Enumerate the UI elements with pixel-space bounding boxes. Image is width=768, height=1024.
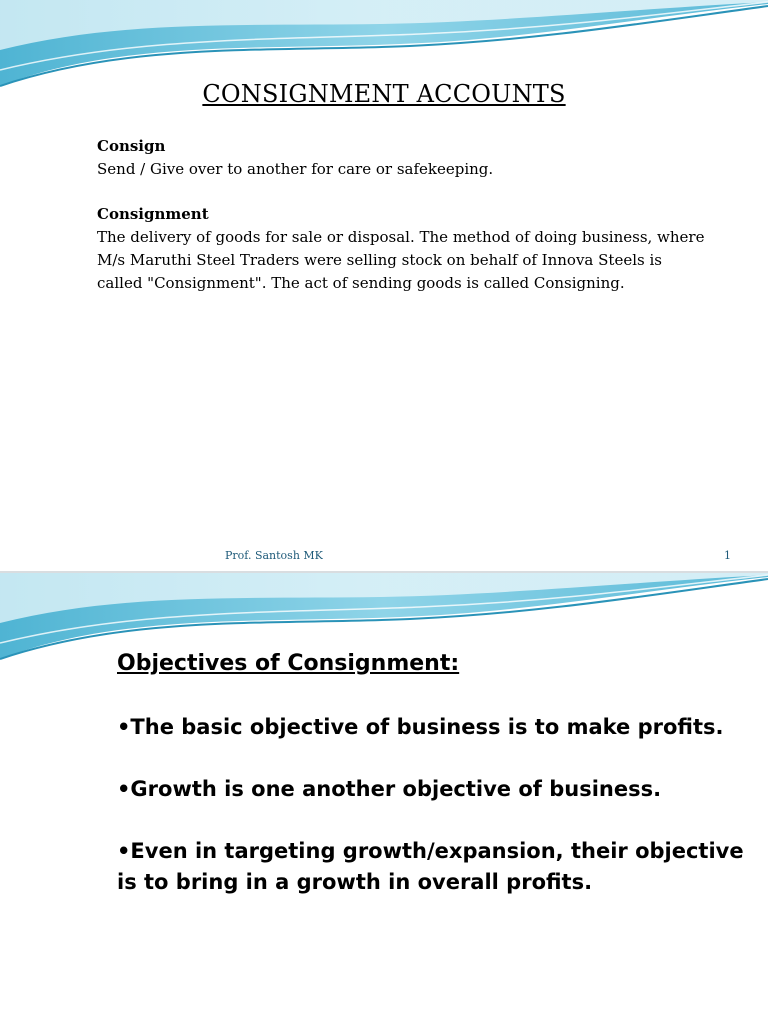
- consignment-term: Consignment: [97, 205, 209, 223]
- objective-bullet-2: •Growth is one another objective of business.: [117, 777, 662, 801]
- consignment-definition: The delivery of goods for sale or disposal. The method of doing business, where M/s Maruthi Steel Traders were selling stock on behalf of Innova Steels is called "Consignment". The act of sending goods is called Consigning.: [97, 228, 705, 292]
- consignment-definition-block: [97, 203, 707, 295]
- slide-2: [0, 573, 768, 1024]
- footer-page-number: 1: [724, 549, 731, 562]
- objective-bullet-3: •Even in targeting growth/expansion, their objective is to bring in a growth in overall profits.: [117, 839, 744, 894]
- consign-term: Consign: [97, 137, 166, 155]
- footer-author: Prof. Santosh MK: [225, 549, 323, 562]
- objective-bullet-1: •The basic objective of business is to make profits.: [117, 715, 724, 739]
- header-swoosh-decoration: [0, 573, 768, 663]
- objectives-title: Objectives of Consignment:: [117, 651, 460, 676]
- consign-definition: Send / Give over to another for care or safekeeping.: [97, 160, 494, 178]
- slide-title: CONSIGNMENT ACCOUNTS: [202, 80, 566, 108]
- header-swoosh-decoration: [0, 0, 768, 90]
- consign-definition-block: [97, 135, 707, 181]
